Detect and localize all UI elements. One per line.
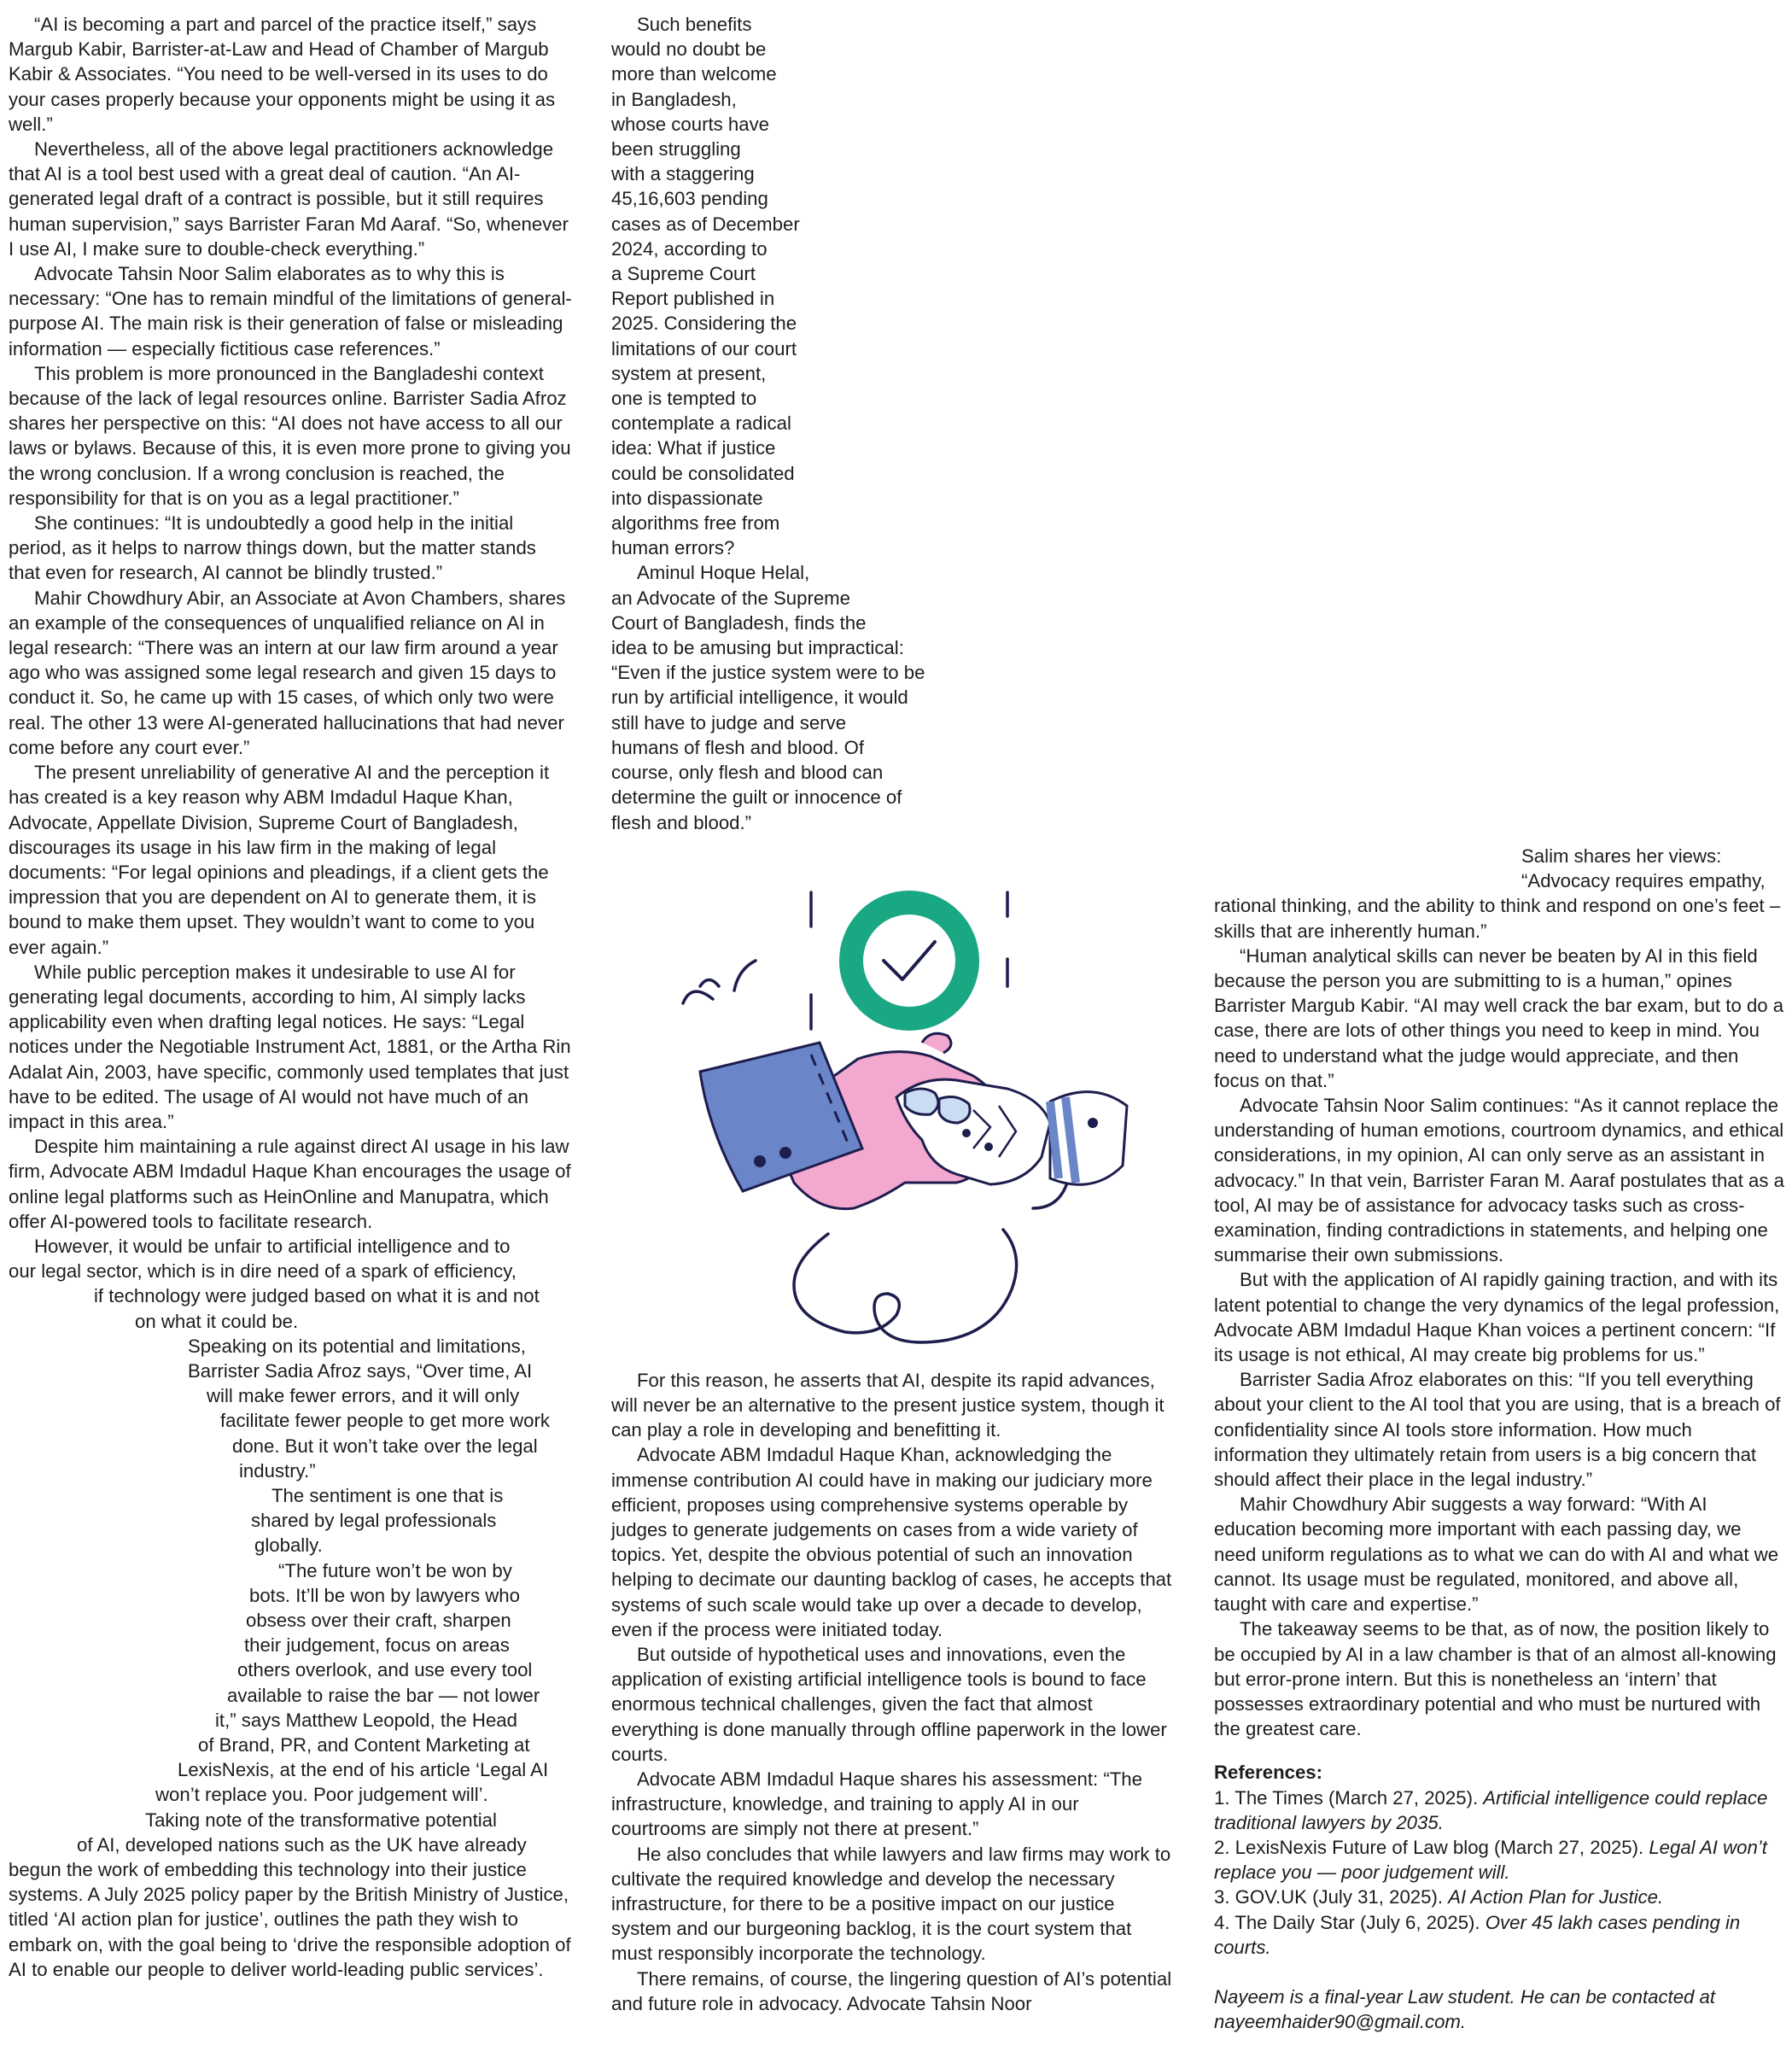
text-line: bots. It’ll be won by lawyers who (249, 1584, 520, 1606)
text-line: in Bangladesh, (611, 88, 737, 110)
text-line: could be consolidated (611, 462, 795, 484)
text-line: 45,16,603 pending (611, 188, 768, 210)
text-line: shared by legal professionals (251, 1510, 497, 1532)
text-line: a Supreme Court (611, 263, 756, 285)
text-line: if technology were judged based on what it is and not (94, 1285, 540, 1307)
text-line: humans of flesh and blood. Of (611, 736, 865, 758)
text-line: Speaking on its potential and limitations, (188, 1335, 526, 1357)
text-line: system at present, (611, 362, 767, 384)
paragraph: The takeaway seems to be that, as of now, the position likely to be occupied by AI in a law chamber is that of an almost all-knowing but error-prone intern. But this is nonetheless an ‘intern’ that possesses extraordinary potential and who must be nurtured with the greatest care. (1214, 1618, 1777, 1740)
text-line: Aminul Hoque Helal, (637, 562, 810, 584)
text-line: human errors? (611, 537, 735, 559)
check-ring (851, 903, 967, 1019)
paragraph: Advocate Tahsin Noor Salim continues: “As it cannot replace the understanding of human emotions, courtroom dynamics, and ethical considerations, in my opinion, AI can only serve as an assistant in advocacy.” In that vein, Barrister Faran M. Aaraf postulates that as a tool, AI may be of assistance for advocacy tasks such as cross-examination, finding contradictions in statements, and helping one summarise their own submissions. (1214, 1095, 1784, 1266)
text-line: won’t replace you. Poor judgement will’. (155, 1784, 488, 1806)
text-line: would no doubt be (611, 38, 767, 61)
text-line: still have to judge and serve (611, 711, 847, 734)
reference-item: 4. The Daily Star (July 6, 2025). Over 45 lakh cases pending in courts. (1214, 1911, 1741, 1958)
paragraph: Advocate Tahsin Noor Salim elaborates as to why this is necessary: “One has to remain mindful of the limitations of general-purpose AI. The main risk is their generation of false or misleading information — especially fictitious case references.” (9, 263, 572, 359)
text-line: our legal sector, which is in dire need of a spark of efficiency, (9, 1260, 517, 1283)
text-line: Report published in (611, 288, 775, 310)
paragraph: For this reason, he asserts that AI, despite its rapid advances, will never be an alternative to the present justice system, though it can play a role in developing and benefitting it. (611, 1369, 1165, 1441)
text-line: into dispassionate (611, 487, 763, 509)
paragraph: She continues: “It is undoubtedly a good help in the initial period, as it helps to narrow things down, but the matter stands that even for research, AI cannot be blindly trusted.” (9, 512, 536, 584)
paragraph: Mahir Chowdhury Abir suggests a way forward: “With AI education becoming more important with each passing day, we need uniform regulations as to what we can do with AI and what we cannot. Its usage must be regulated, monitored, and above all, taught with care and expertise.” (1214, 1493, 1779, 1616)
text-line: determine the guilt or innocence of (611, 786, 902, 809)
text-line: on what it could be. (135, 1310, 299, 1332)
text-line: limitations of our court (611, 337, 797, 359)
text-line: However, it would be unfair to artificial intelligence and to (34, 1235, 511, 1257)
paragraph: “Human analytical skills can never be beaten by AI in this field because the person you are submitting to is a human,” opines Barrister Margub Kabir. “AI may well crack the bar exam, but to do a case, there are lots of other things you need to keep in mind. You need to understand what the judge would appreciate, and then focus on that.” (1214, 944, 1784, 1091)
text-line: done. But it won’t take over the legal (232, 1435, 538, 1457)
text-line: Taking note of the transformative potential (145, 1809, 497, 1831)
text-line: cases as of December (611, 213, 800, 235)
text-line: an Advocate of the Supreme (611, 587, 850, 609)
paragraph: Mahir Chowdhury Abir, an Associate at Avon Chambers, shares an example of the consequences of unqualified reliance on AI in legal research: “There was an intern at our law firm around a year ago who was assigned some legal research and given 15 days to conduct it. So, he came up with 15 cases, of which only two were real. The other 13 were AI-generated hallucinations that had never come before any court ever.” (9, 587, 566, 758)
paragraph: The present unreliability of generative AI and the perception it has created is a key reason why ABM Imdadul Haque Khan, Advocate, Appellate Division, Supreme Court of Bangladesh, discourages its usage in his law firm in the making of legal documents: “For legal opinions and pleadings, if a client gets the impression that you are dependent on AI to generate them, it is bound to make them upset. They wouldn’t want to come to you ever again.” (9, 762, 550, 958)
text-line: The sentiment is one that is (271, 1484, 504, 1506)
text-line: obsess over their craft, sharpen (246, 1610, 511, 1631)
text-line: globally. (254, 1534, 323, 1557)
text-line: Salim shares her views: (1521, 845, 1722, 867)
text-line: idea: What if justice (611, 437, 776, 459)
text-line: facilitate fewer people to get more work (220, 1410, 551, 1432)
text-line: with a staggering (611, 163, 755, 185)
paragraph: There remains, of course, the lingering question of AI’s potential and future role in advocacy. Advocate Tahsin Noor (611, 1967, 1172, 2014)
paragraph: Nevertheless, all of the above legal practitioners acknowledge that AI is a tool best used with a great deal of caution. “An AI-generated legal draft of a contract is possible, but it still requires human supervision,” says Barrister Faran Md Aaraf. “So, whenever I use AI, I make sure to double-check everything.” (9, 138, 569, 260)
author-note: Nayeem is a final-year Law student. He can be contacted at nayeemhaider90@gmail.com. (1214, 1985, 1716, 2033)
reference-item: 1. The Times (March 27, 2025). Artificial intelligence could replace traditional lawyers by 2035. (1214, 1786, 1768, 1833)
paragraph: Barrister Sadia Afroz elaborates on this: “If you tell everything about your client to the AI tool that you are using, that is a breach of confidentiality since AI tools store information. How much information they ultimately retain from users is a big concern that should affect their place in the legal industry.” (1214, 1369, 1781, 1491)
paragraph: This problem is more pronounced in the Bangladeshi context because of the lack of legal resources online. Barrister Sadia Afroz shares her perspective on this: “AI does not have access to all our laws or bylaws. Because of this, it is even more prone to giving you the wrong conclusion. If a wrong conclusion is reached, the responsibility for that is on you as a legal practitioner.” (9, 362, 571, 509)
handshake-with-checkmark-icon (649, 875, 1161, 1353)
paragraph: “AI is becoming a part and parcel of the practice itself,” says Margub Kabir, Barrister-at-Law and Head of Chamber of Margub Kabir & Associates. “You need to be well-versed in its uses to do your cases properly because your opponents might be using it as well.” (9, 14, 556, 135)
paragraph: While public perception makes it undesirable to use AI for generating legal documents, according to him, AI simply lacks applicability even when drafting legal notices. He says: “Legal notices under the Negotiable Instrument Act, 1881, or the Artha Rin Adalat Ain, 2003, have specific, commonly used templates that just have to be edited. The usage of AI would not have much of an impact in this area.” (9, 961, 571, 1132)
text-line: whose courts have (611, 113, 769, 135)
text-line: it,” says Matthew Leopold, the Head (215, 1709, 517, 1731)
text-line: their judgement, focus on areas (244, 1634, 510, 1657)
text-line: course, only flesh and blood can (611, 762, 884, 784)
text-line: algorithms free from (611, 512, 780, 535)
wrapped-text-block (9, 1234, 572, 1857)
text-line: run by artificial intelligence, it would (611, 687, 908, 709)
paragraph: Advocate ABM Imdadul Haque Khan, acknowledging the immense contribution AI could have in making our judiciary more efficient, proposes using comprehensive systems operable by judges to generate judgements on cases from a wide variety of topics. Yet, despite the obvious potential of such an innovation helping to decimate our daunting backlog of cases, he accepts that systems of such scale would take up over a decade to develop, even if the process were initiated today. (611, 1444, 1172, 1640)
reference-item: 3. GOV.UK (July 31, 2025). AI Action Plan for Justice. (1214, 1886, 1664, 1908)
text-line: “Even if the justice system were to be (611, 662, 925, 684)
narrow-text-block (611, 12, 1175, 835)
text-line: 2024, according to (611, 237, 768, 260)
text-line: LexisNexis, at the end of his article ‘Legal AI (178, 1759, 549, 1781)
article-column-3 (1214, 844, 1784, 2034)
text-line: of Brand, PR, and Content Marketing at (198, 1734, 530, 1756)
references-heading: References: (1214, 1762, 1323, 1784)
text-line: contemplate a radical (611, 412, 791, 435)
text-line: industry.” (239, 1459, 316, 1482)
paragraph: But outside of hypothetical uses and innovations, even the application of existing artificial intelligence tools is bound to face enormous technical challenges, given the fact that almost everything is done manually through offline paperwork in the lower courts. (611, 1643, 1167, 1765)
paragraph: rational thinking, and the ability to think and respond on one’s feet – skills that are inherently human.” (1214, 895, 1781, 942)
text-line: idea to be amusing but impractical: (611, 637, 904, 659)
text-line: 2025. Considering the (611, 313, 797, 335)
text-line: Such benefits (637, 14, 752, 35)
text-line: more than welcome (611, 63, 777, 85)
text-line: “Advocacy requires empathy, (1521, 870, 1766, 892)
text-line: Court of Bangladesh, finds the (611, 611, 867, 634)
text-line: been struggling (611, 138, 741, 161)
paragraph: begun the work of embedding this technology into their justice systems. A July 2025 policy paper by the British Ministry of Justice, titled ‘AI action plan for justice’, outlines the path they wish to embark on, with the goal being to ‘drive the responsible adoption of AI to enable our people to deliver world-leading public services’. (9, 1859, 571, 1980)
text-line: “The future won’t be won by (278, 1559, 512, 1581)
paragraph: He also concludes that while lawyers and law firms may work to cultivate the required knowledge and develop the necessary infrastructure, for there to be a positive impact on our justice system and our burgeoning backlog, it is the court system that must responsibly incorporate the technology. (611, 1843, 1171, 1965)
text-line: one is tempted to (611, 388, 757, 410)
text-line: others overlook, and use every tool (237, 1659, 533, 1681)
reference-item: 2. LexisNexis Future of Law blog (March 27, 2025). Legal AI won’t replace you — poor judgement will. (1214, 1836, 1767, 1884)
article-column-1 (9, 12, 572, 1982)
text-line: will make fewer errors, and it will only (207, 1385, 520, 1407)
paragraph: Despite him maintaining a rule against direct AI usage in his law firm, Advocate ABM Imdadul Haque Khan encourages the usage of online legal platforms such as HeinOnline and Manupatra, which offer AI-powered tools to facilitate research. (9, 1136, 571, 1232)
paragraph: Advocate ABM Imdadul Haque shares his assessment: “The infrastructure, knowledge, and training to apply AI in our courtrooms are simply not there at present.” (611, 1768, 1142, 1840)
text-line: of AI, developed nations such as the UK have already (77, 1833, 527, 1856)
text-line: flesh and blood.” (611, 811, 752, 833)
text-line: available to raise the bar — not lower (227, 1684, 540, 1706)
text-line: Barrister Sadia Afroz says, “Over time, AI (188, 1359, 533, 1382)
paragraph: But with the application of AI rapidly gaining traction, and with its latent potential to change the very dynamics of the legal profession, Advocate ABM Imdadul Haque Khan voices a pertinent concern: “If its usage is not ethical, AI may create big problems for us.” (1214, 1269, 1780, 1366)
